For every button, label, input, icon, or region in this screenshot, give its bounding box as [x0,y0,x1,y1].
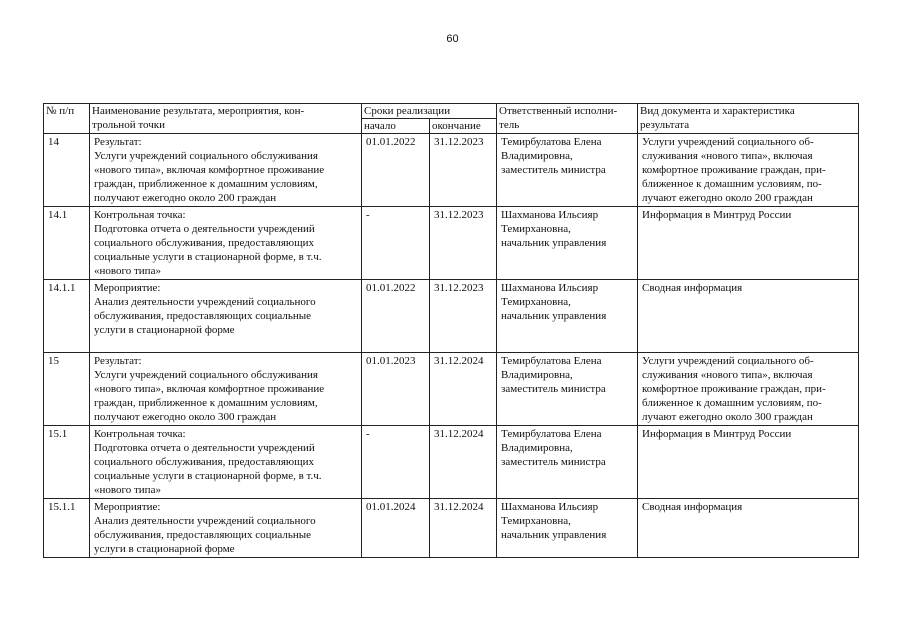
header-end: окончание [430,119,497,134]
page-number: 60 [446,33,459,45]
header-name: Наименование результата, мероприятия, кон- трольной точки [90,104,362,134]
row-name: Мероприятие: Анализ деятельности учреждений социального обслуживания, предоставляющих социальные услуги в стационарной форме [90,499,362,558]
row-name: Результат: Услуги учреждений социального обслуживания «нового типа», включая комфортное проживание граждан, приближенное к домашним условиям, получают ежегодно около 300 граждан [90,353,362,426]
table-row [44,353,859,426]
row-end: 31.12.2023 [430,134,497,207]
row-start: - [362,426,430,499]
header-num: № п/п [44,104,90,134]
row-responsible: Темирбулатова Елена Владимировна, заместитель министра [497,353,638,426]
row-responsible: Темирбулатова Елена Владимировна, заместитель министра [497,426,638,499]
table-row [44,426,859,499]
row-end: 31.12.2023 [430,207,497,280]
row-doc: Информация в Минтруд России [638,426,859,499]
row-name: Результат: Услуги учреждений социального обслуживания «нового типа», включая комфортное проживание граждан, приближенное к домашним условиям, получают ежегодно около 200 граждан [90,134,362,207]
row-num: 15.1.1 [44,499,90,558]
row-doc: Услуги учреждений социального об- служивания «нового типа», включая комфортное проживание граждан, при- ближенное к домашним условиям, по- лучают ежегодно около 300 граждан [638,353,859,426]
row-num: 15 [44,353,90,426]
header-start: начало [362,119,430,134]
row-name: Мероприятие: Анализ деятельности учреждений социального обслуживания, предоставляющих социальные услуги в стационарной форме [90,280,362,353]
row-start: 01.01.2022 [362,134,430,207]
row-start: 01.01.2022 [362,280,430,353]
table-row [44,499,859,558]
row-end: 31.12.2024 [430,353,497,426]
row-start: - [362,207,430,280]
table-row [44,134,859,207]
header-doc-type: Вид документа и характеристика результата [638,104,859,134]
row-responsible: Шахманова Ильсияр Темирхановна, начальник управления [497,499,638,558]
row-start: 01.01.2024 [362,499,430,558]
header-terms: Сроки реализации [362,104,497,119]
row-num: 14 [44,134,90,207]
row-doc: Информация в Минтруд России [638,207,859,280]
implementation-table [43,103,859,558]
table-header-row [44,104,859,119]
row-doc: Сводная информация [638,280,859,353]
table-row [44,207,859,280]
row-num: 14.1.1 [44,280,90,353]
row-end: 31.12.2023 [430,280,497,353]
row-name: Контрольная точка: Подготовка отчета о деятельности учреждений социального обслуживания, предоставляющих социальные услуги в стационарной форме, в т.ч. «нового типа» [90,426,362,499]
row-num: 14.1 [44,207,90,280]
row-end: 31.12.2024 [430,426,497,499]
row-responsible: Шахманова Ильсияр Темирхановна, начальник управления [497,280,638,353]
row-responsible: Шахманова Ильсияр Темирхановна, начальник управления [497,207,638,280]
table-row [44,280,859,353]
row-doc: Сводная информация [638,499,859,558]
row-doc: Услуги учреждений социального об- служивания «нового типа», включая комфортное проживание граждан, при- ближенное к домашним условиям, по- лучают ежегодно около 200 граждан [638,134,859,207]
row-end: 31.12.2024 [430,499,497,558]
header-responsible: Ответственный исполни- тель [497,104,638,134]
row-start: 01.01.2023 [362,353,430,426]
row-name: Контрольная точка: Подготовка отчета о деятельности учреждений социального обслуживания, предоставляющих социальные услуги в стационарной форме, в т.ч. «нового типа» [90,207,362,280]
row-responsible: Темирбулатова Елена Владимировна, заместитель министра [497,134,638,207]
row-num: 15.1 [44,426,90,499]
